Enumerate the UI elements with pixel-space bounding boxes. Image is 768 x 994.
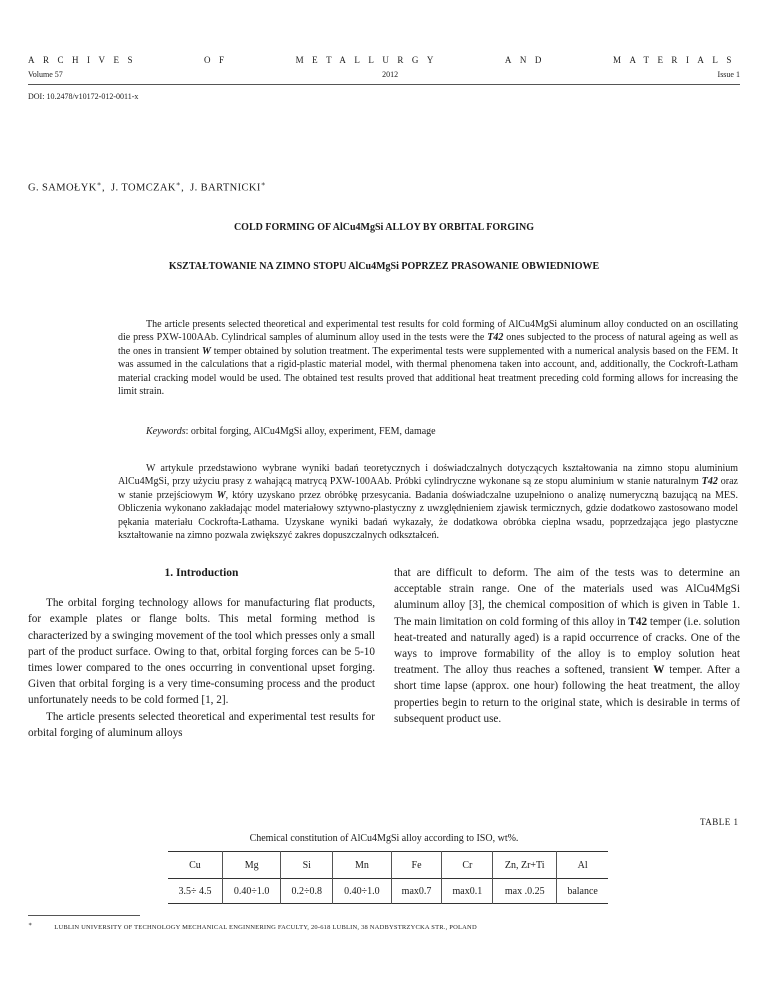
keywords-label: Keywords <box>146 426 186 437</box>
year: 2012 <box>382 70 399 79</box>
abstract-english: The article presents selected theoretical and experimental test results for cold forming of AlCu4MgSi aluminum alloy conducted on an oscillating die press PXW-100AAb. Cylindrical samples of aluminum alloy used in the tests were the T42 ones subjected to the process of natural ageing as well as the ones in transient W temper obtained by solution treatment. The experimental tests were supplemented with a numerical analysis based on the FEM. It was assumed in the calculations that a rigid-plastic material model, with thermal phenomena taken into account, and, additionally, the Cockroft-Latham material cracking model would be used. The obtained test results proved that additional heat treatment preceding cold forming allows for increasing the limit strain. <box>118 319 738 398</box>
abstract-polish: W artykule przedstawiono wybrane wyniki badań teoretycznych i doświadczalnych dotyczących kształtowania na zimno stopu aluminium AlCu4MgSi, przy użyciu prasy z wahającą matrycą PXW-100AAb. Próbki cylindryczne wykonane są ze stopu aluminium w stanie naturalnym T42 oraz w stanie przejściowym W, który uzyskano przez obróbkę przesycania. Badania doświadczalne uzupełniono o analizę numeryczną bazującą na MES. Obliczenia wykonano zakładając model materiałowy sztywno-plastyczny z uwzględnieniem zjawisk termicznych, gdzie dodatkowo zastosowano model pękania materiału Cockrofta-Lathama. Uzyskane wyniki badań wykazały, że dodatkowa obróbka cieplna wsadu, poprzedzająca jego plastyczne kształtowanie na zimno pozwala zwiększyć zakres dopuszczalnych odkształceń. <box>118 463 738 542</box>
header-rule <box>28 84 740 85</box>
paragraph: that are difficult to deform. The aim of the tests was to determine an acceptable strain range. One of the materials used was AlCu4MgSi aluminum alloy [3], the chemical composition of which is given in Table 1. The main limitation on cold forming of this alloy in T42 temper (i.e. solution heat-treated and naturally aged) is a rapid occurrence of cracks. One of the ways to improve formability of the alloy is to employ solution heat treatment. The alloy thus reaches a softened, transient W temper. After a short time lapse (approx. one hour) following the heat treatment, the alloy properties begin to return to the original state, which is desirable in terms of subsequent product use. <box>394 567 740 725</box>
issue: Issue 1 <box>717 70 740 79</box>
journal-word: MATERIALS <box>612 55 740 65</box>
keywords-text: : orbital forging, AlCu4MgSi alloy, experiment, FEM, damage <box>185 426 436 437</box>
issue-meta <box>28 70 740 79</box>
table-header-cell: Mg <box>222 852 280 879</box>
author-name: J. TOMCZAK <box>111 182 176 194</box>
doi: DOI: 10.2478/v10172-012-0011-x <box>28 92 139 101</box>
table-cell: max0.7 <box>391 879 442 904</box>
table-cell: 0.40÷1.0 <box>333 879 391 904</box>
section-heading: 1. Introduction <box>164 567 239 579</box>
journal-word: ARCHIVES <box>28 55 142 65</box>
table-header-cell: Cr <box>442 852 493 879</box>
body-column-right <box>394 565 740 727</box>
affiliation-mark: ∗ <box>175 180 182 188</box>
paper-title: COLD FORMING OF AlCu4MgSi ALLOY BY ORBITAL FORGING <box>233 222 535 233</box>
paper-title-polish: KSZTAŁTOWANIE NA ZIMNO STOPU AlCu4MgSi POPRZEZ PRASOWANIE OBWIEDNIOWE <box>168 261 600 272</box>
table-header-cell: Al <box>577 859 588 871</box>
table-header-cell: Fe <box>391 852 442 879</box>
table-cell: max .0.25 <box>493 879 557 904</box>
paragraph: The article presents selected theoretical and experimental test results for orbital forging of aluminum alloys <box>28 710 375 739</box>
journal-word: OF <box>204 55 233 65</box>
body-column-left <box>28 565 375 741</box>
table-header-row <box>168 852 608 879</box>
composition-table <box>168 851 608 904</box>
table-cell: 0.40÷1.0 <box>222 879 280 904</box>
paragraph: The orbital forging technology allows for manufacturing flat products, for example plates or flange bolts. This metal forming method is characterized by a swinging movement of the tool which presses only a small part of the product surface. Owing to that, orbital forging forces can be 5-10 times lower compared to the ones occurring in conventional upset forging. Given that orbital forging is a very time-consuming process and the product unfortunately needs to be cold formed [1, 2]. <box>28 597 375 707</box>
footnote-rule <box>28 915 140 916</box>
journal-word: AND <box>504 55 550 65</box>
table-label: TABLE 1 <box>700 817 739 827</box>
footnote <box>28 921 477 931</box>
table-caption: Chemical constitution of AlCu4MgSi alloy according to ISO, wt%. <box>249 833 519 844</box>
journal-word: METALLURGY <box>295 55 442 65</box>
author-name: J. BARTNICKI <box>190 182 261 194</box>
keywords <box>146 426 436 437</box>
journal-title <box>28 55 740 65</box>
table-header-cell: Cu <box>168 852 222 879</box>
table-cell: balance <box>567 885 598 897</box>
author-list: G. SAMOŁYK∗, J. TOMCZAK∗, J. BARTNICKI∗ <box>28 180 266 194</box>
table-row <box>168 879 608 904</box>
affiliation-mark: ∗ <box>96 180 102 188</box>
table-header-cell: Si <box>281 852 333 879</box>
author-name: G. SAMOŁYK <box>28 182 97 194</box>
footnote-text: LUBLIN UNIVERSITY OF TECHNOLOGY MECHANICAL ENGINNERING FACULTY, 20-618 LUBLIN, 38 NADBYSTRZYCKA STR., POLAND <box>54 924 477 932</box>
table-cell: 0.2÷0.8 <box>281 879 333 904</box>
table-header-cell: Mn <box>333 852 391 879</box>
table-cell: 3.5÷ 4.5 <box>168 879 222 904</box>
volume: Volume 57 <box>28 70 63 79</box>
table-header-cell: Zn, Zr+Ti <box>493 852 557 879</box>
footnote-mark: ∗ <box>28 922 33 928</box>
affiliation-mark: ∗ <box>260 180 266 188</box>
table-cell: max0.1 <box>442 879 493 904</box>
